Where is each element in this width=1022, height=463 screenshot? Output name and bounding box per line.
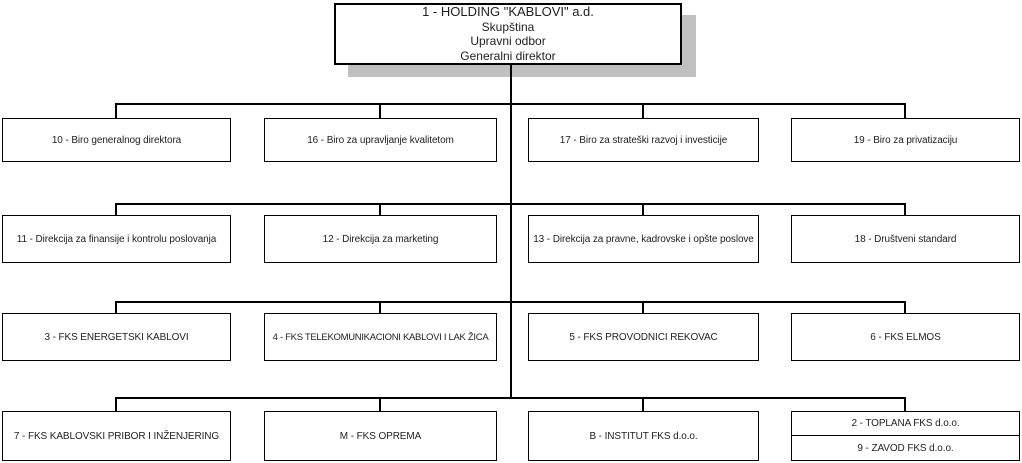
level5-drop-4 — [904, 397, 906, 412]
level5-rail — [116, 397, 906, 399]
org-box-5-label: 5 - FKS PROVODNICI REKOVAC — [569, 331, 718, 343]
org-box-10 — [2, 118, 231, 162]
org-box-17 — [528, 118, 759, 162]
org-box-3 — [2, 313, 231, 361]
root-subtitle-skupstina: Skupština — [481, 19, 535, 34]
org-box-2-label: 2 - TOPLANA FKS d.o.o. — [851, 418, 960, 429]
org-box-9-label: 9 - ZAVOD FKS d.o.o. — [857, 442, 954, 454]
org-box-13-label: 13 - Direkcija za pravne, kadrovske i opšte poslove — [533, 233, 754, 245]
level5-drop-3 — [642, 397, 644, 412]
org-box-7 — [2, 411, 231, 461]
org-box-b — [528, 411, 759, 461]
org-box-2 — [791, 411, 1020, 436]
org-box-12-label: 12 - Direkcija za marketing — [322, 233, 439, 245]
org-box-19 — [791, 118, 1020, 162]
root-subtitle-generalni-direktor: Generalni direktor — [460, 48, 556, 63]
trunk-line — [510, 65, 512, 399]
level2-drop-2 — [379, 103, 381, 119]
level3-rail — [116, 203, 906, 205]
level4-rail — [116, 301, 906, 303]
level2-drop-1 — [115, 103, 117, 119]
org-box-7-label: 7 - FKS KABLOVSKI PRIBOR I INŽENJERING — [13, 430, 220, 442]
org-box-17-label: 17 - Biro za strateški razvoj i investicije — [559, 134, 728, 146]
org-box-19-label: 19 - Biro za privatizaciju — [853, 134, 958, 146]
org-box-4 — [264, 313, 497, 361]
org-box-6-label: 6 - FKS ELMOS — [870, 331, 941, 343]
org-box-6 — [791, 313, 1020, 361]
org-box-m — [264, 411, 497, 461]
level2-drop-3 — [642, 103, 644, 119]
org-box-16 — [264, 118, 497, 162]
org-box-holding-root — [334, 3, 682, 65]
org-box-9 — [791, 435, 1020, 461]
level2-drop-4 — [904, 103, 906, 119]
org-box-11 — [2, 215, 231, 263]
level5-drop-2 — [379, 397, 381, 412]
org-box-13 — [528, 215, 759, 263]
level2-rail — [116, 103, 906, 105]
root-title: 1 - HOLDING "KABLOVI" a.d. — [422, 4, 594, 19]
org-box-11-label: 11 - Direkcija za finansije i kontrolu poslovanja — [16, 233, 217, 245]
level5-drop-1 — [115, 397, 117, 412]
org-box-m-label: M - FKS OPREMA — [339, 430, 422, 442]
org-box-5 — [528, 313, 759, 361]
org-box-16-label: 16 - Biro za upravljanje kvalitetom — [307, 134, 454, 146]
org-box-18 — [791, 215, 1020, 263]
org-box-18-label: 18 - Društveni standard — [854, 233, 957, 245]
org-box-b-label: B - INSTITUT FKS d.o.o. — [589, 430, 698, 442]
org-box-3-label: 3 - FKS ENERGETSKI KABLOVI — [44, 331, 189, 343]
org-box-12 — [264, 215, 497, 263]
org-box-4-label: 4 - FKS TELEKOMUNIKACIONI KABLOVI I LAK ŽICA — [272, 331, 489, 343]
org-box-10-label: 10 - Biro generalnog direktora — [51, 134, 182, 146]
root-subtitle-upravni-odbor: Upravni odbor — [470, 34, 546, 48]
